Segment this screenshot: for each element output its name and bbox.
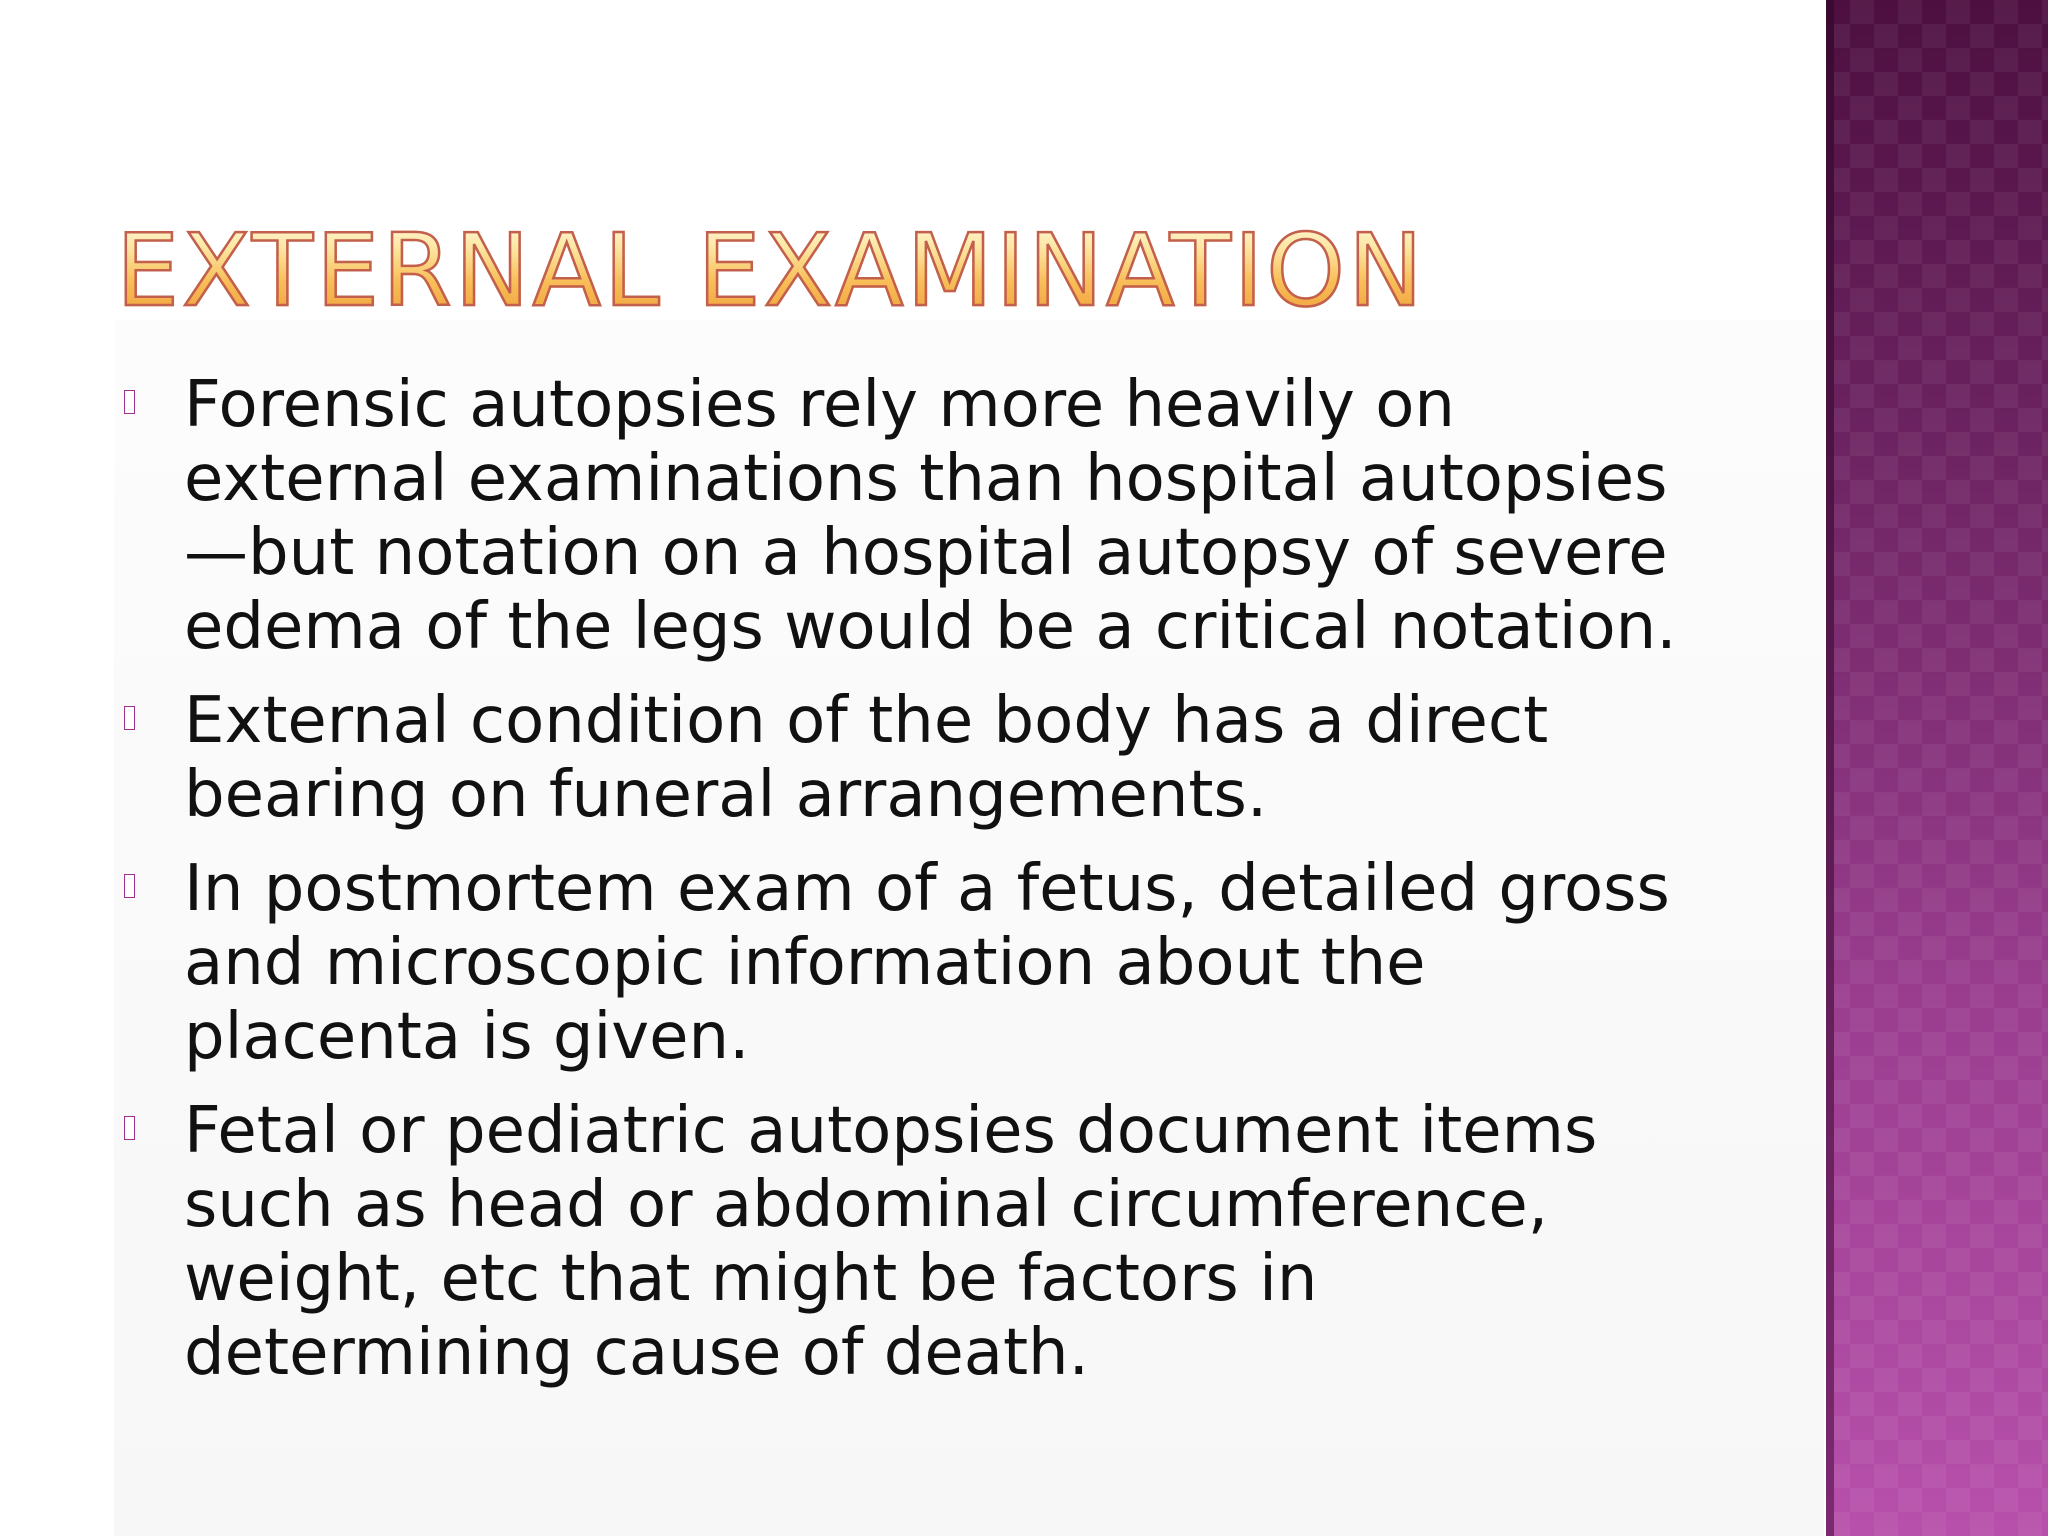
bullet-item xyxy=(118,368,1718,664)
square-bullet-icon xyxy=(124,1116,135,1140)
bullet-text: External condition of the body has a direct bearing on funeral arrangements. xyxy=(184,684,1549,832)
decorative-side-band xyxy=(1826,0,2048,1536)
bullet-text: Forensic autopsies rely more heavily on external examinations than hospital autopsies—but notation on a hospital autopsy of severe edema of the legs would be a critical notation. xyxy=(184,368,1677,664)
bullet-item xyxy=(118,1094,1718,1390)
square-bullet-icon xyxy=(124,706,135,730)
slide-title: EXTERNAL EXAMINATION xyxy=(116,212,1426,329)
bullet-text: In postmortem exam of a fetus, detailed gross and microscopic information about the placenta is given. xyxy=(184,852,1670,1074)
side-band-edge xyxy=(1826,0,1834,1536)
diamond-pattern xyxy=(1826,0,2048,1536)
square-bullet-icon xyxy=(124,874,135,898)
square-bullet-icon xyxy=(124,390,135,414)
bullet-item xyxy=(118,684,1718,832)
bullet-item xyxy=(118,852,1718,1074)
bullet-list xyxy=(118,368,1718,1410)
bullet-text: Fetal or pediatric autopsies document items such as head or abdominal circumference, weight, etc that might be factors in determining cause of death. xyxy=(184,1094,1598,1390)
